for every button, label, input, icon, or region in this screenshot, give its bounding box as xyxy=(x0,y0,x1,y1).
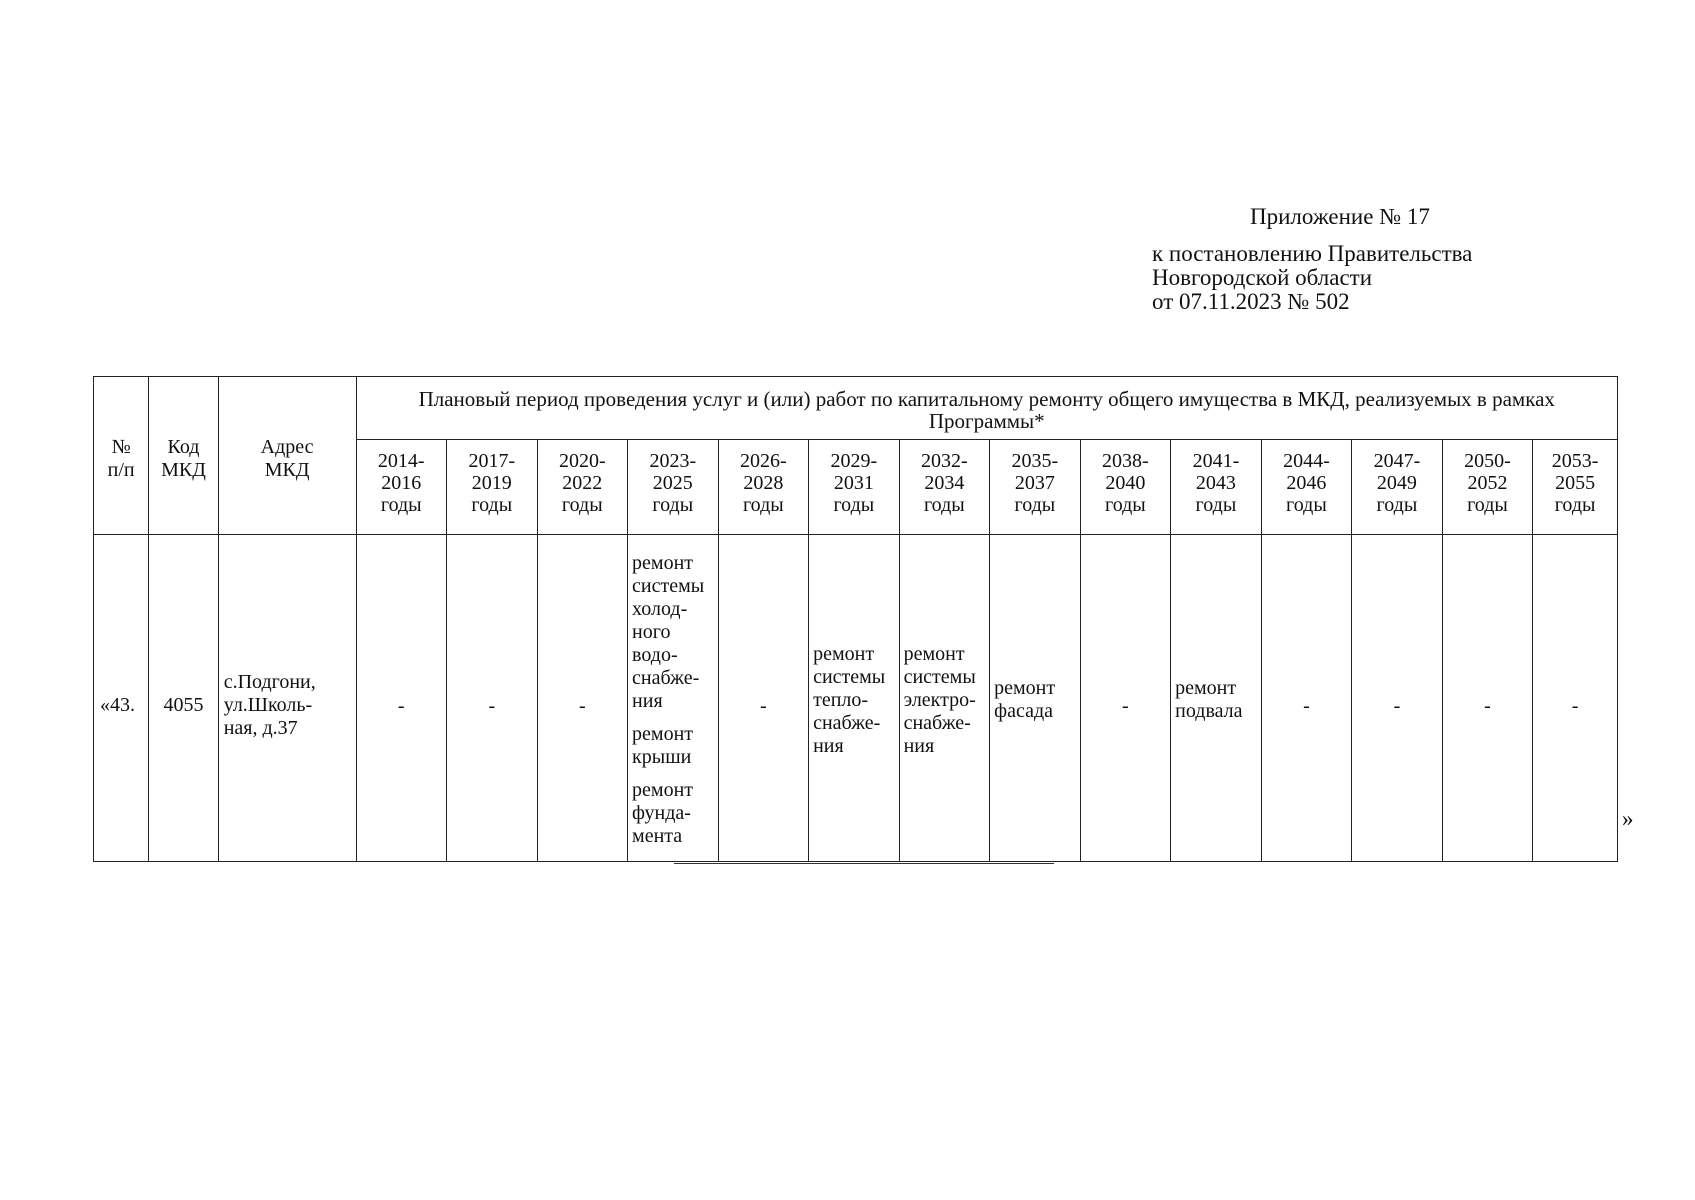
period-header: 2023- 2025 годы xyxy=(628,440,719,535)
table-row xyxy=(94,535,1618,862)
appendix-title: Приложение № 17 xyxy=(1250,204,1430,229)
work-item: ремонт фасада xyxy=(994,677,1056,722)
period-cell-works xyxy=(990,535,1081,862)
period-cell-works xyxy=(899,535,990,862)
period-cell-empty: - xyxy=(537,535,628,862)
period-cell-works xyxy=(809,535,900,862)
period-cell-empty: - xyxy=(1442,535,1533,862)
period-cell-empty: - xyxy=(447,535,538,862)
period-header: 2038- 2040 годы xyxy=(1080,440,1171,535)
appendix-line: Новгородской области xyxy=(1152,265,1373,290)
period-header: 2032- 2034 годы xyxy=(899,440,990,535)
header-code: Код МКД xyxy=(149,377,218,535)
period-header: 2017- 2019 годы xyxy=(447,440,538,535)
bottom-rule xyxy=(674,863,1054,864)
work-item: ремонт крыши xyxy=(632,723,694,768)
work-item: ремонт подвала xyxy=(1175,677,1243,722)
period-cell-empty: - xyxy=(1533,535,1618,862)
period-header: 2035- 2037 годы xyxy=(990,440,1081,535)
period-header: 2053- 2055 годы xyxy=(1533,440,1618,535)
period-cell-works xyxy=(628,535,719,862)
capital-repair-table xyxy=(93,376,1618,862)
period-header: 2047- 2049 годы xyxy=(1352,440,1443,535)
closing-quote: » xyxy=(1622,806,1634,831)
period-header: 2014- 2016 годы xyxy=(356,440,447,535)
work-item: ремонт системы холод- ного водо- снабже- ния xyxy=(632,552,705,712)
appendix-line: от 07.11.2023 № 502 xyxy=(1152,289,1350,314)
period-header: 2020- 2022 годы xyxy=(537,440,628,535)
appendix-block xyxy=(1152,205,1572,314)
row-code: 4055 xyxy=(149,535,218,862)
period-cell-works xyxy=(1171,535,1262,862)
period-header: 2041- 2043 годы xyxy=(1171,440,1262,535)
period-cell-empty: - xyxy=(1080,535,1171,862)
appendix-line: к постановлению Правительства xyxy=(1152,241,1473,266)
period-cell-empty: - xyxy=(1261,535,1352,862)
period-cell-empty: - xyxy=(356,535,447,862)
header-address: Адрес МКД xyxy=(218,377,356,535)
period-cell-empty: - xyxy=(1352,535,1443,862)
work-item: ремонт системы электро- снабже- ния xyxy=(903,642,976,757)
period-cell-empty: - xyxy=(718,535,809,862)
work-item: ремонт системы тепло- снабже- ния xyxy=(813,642,886,757)
period-header: 2029- 2031 годы xyxy=(809,440,900,535)
work-item: ремонт фунда- мента xyxy=(632,779,694,847)
header-num: № п/п xyxy=(94,377,149,535)
period-header: 2044- 2046 годы xyxy=(1261,440,1352,535)
period-header: 2050- 2052 годы xyxy=(1442,440,1533,535)
row-number: «43. xyxy=(94,535,149,862)
period-header: 2026- 2028 годы xyxy=(718,440,809,535)
row-address: с.Подгони, ул.Школь- ная, д.37 xyxy=(218,535,356,862)
header-planned-period: Плановый период проведения услуг и (или) работ по капитальному ремонту общего имущества в МКД, реализуемых в рамках Программы* xyxy=(356,377,1618,440)
